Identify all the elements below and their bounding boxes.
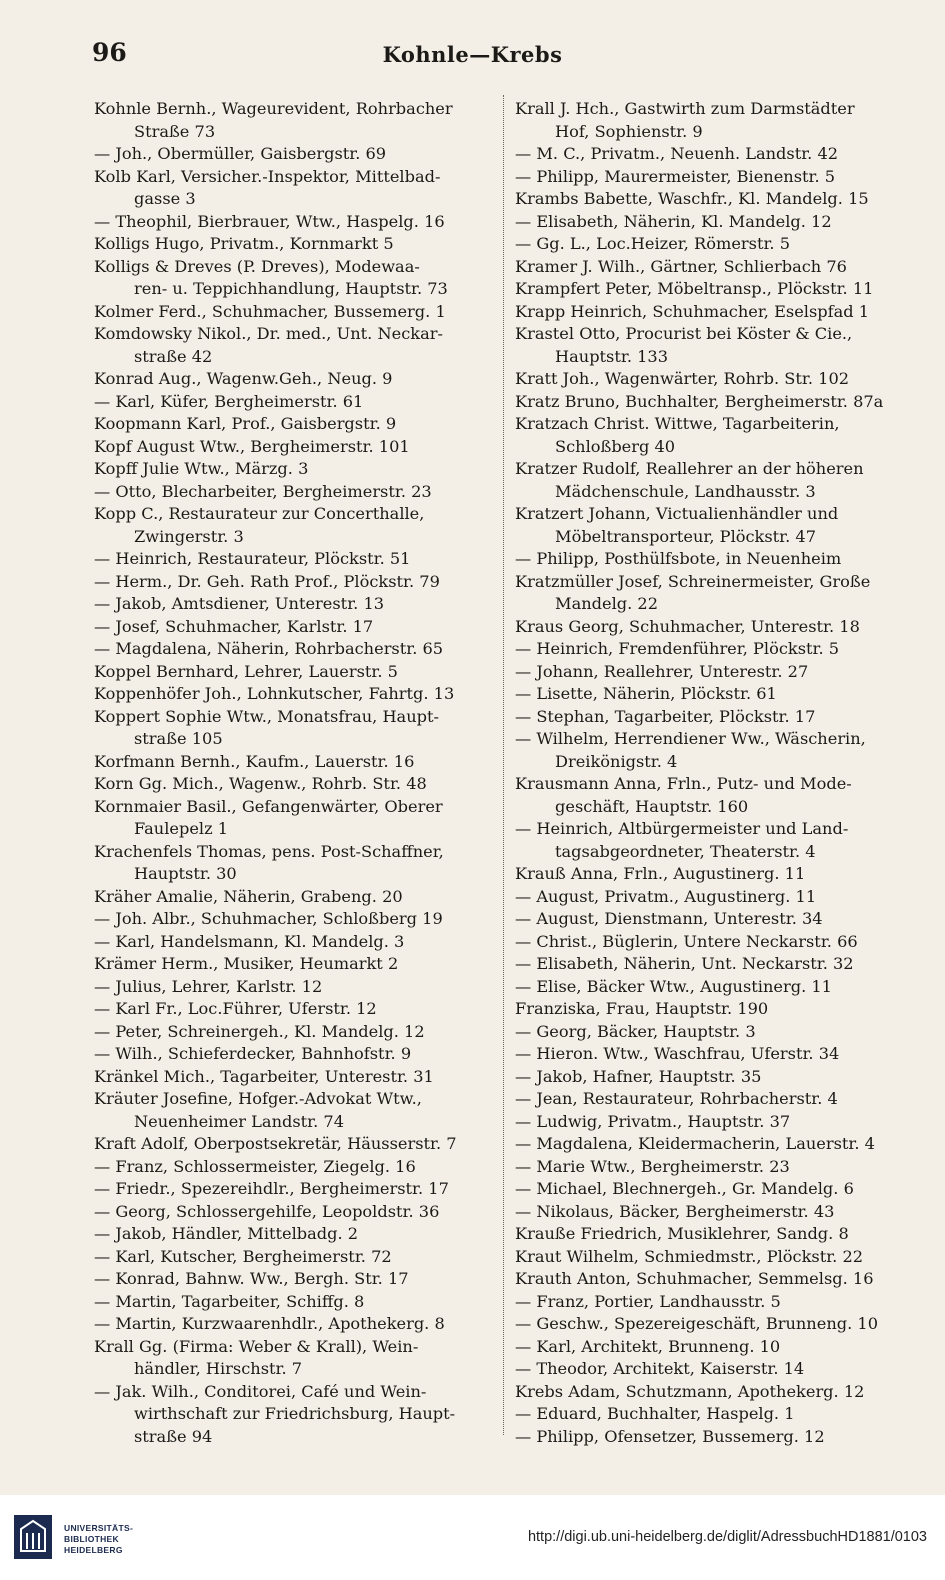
logo-line: BIBLIOTHEK (64, 1534, 119, 1544)
directory-entry: — Martin, Tagarbeiter, Schiffg. 8 (94, 1291, 365, 1311)
directory-entry: — Karl Fr., Loc.Führer, Uferstr. 12 (94, 999, 377, 1018)
directory-entry: Korfmann Bernh., Kaufm., Lauerstr. 16 (94, 751, 415, 771)
directory-entry: Kolb Karl, Versicher.-Inspektor, Mittelbad- (94, 166, 441, 186)
directory-entry: Kopp C., Restaurateur zur Concerthalle, (94, 504, 425, 523)
library-seal-icon (12, 1513, 54, 1561)
directory-entry: — Wilhelm, Herrendiener Ww., Wäscherin, (515, 729, 866, 748)
directory-entry: Koopmann Karl, Prof., Gaisbergstr. 9 (94, 414, 397, 433)
entry-continuation: straße 105 (134, 729, 223, 748)
directory-entry: Kratt Joh., Wagenwärter, Rohrb. Str. 102 (515, 369, 850, 388)
library-logo-text (64, 1523, 133, 1556)
directory-entry: Kohnle Bernh., Wageurevident, Rohrbacher (94, 99, 453, 118)
directory-entry: — Franz, Schlossermeister, Ziegelg. 16 (94, 1156, 416, 1176)
directory-entry: Krastel Otto, Procurist bei Köster & Cie., (515, 324, 853, 343)
directory-entry: Kraut Wilhelm, Schmiedmstr., Plöckstr. 22 (515, 1246, 864, 1266)
directory-entry: — Theodor, Architekt, Kaiserstr. 14 (515, 1359, 805, 1378)
entry-continuation: straße 94 (134, 1426, 213, 1446)
entry-continuation: tagsabgeordneter, Theaterstr. 4 (555, 841, 816, 861)
directory-entry: Kratzert Johann, Victualienhändler und (515, 504, 839, 523)
directory-entry: — Peter, Schreinergeh., Kl. Mandelg. 12 (94, 1021, 425, 1041)
directory-entry: — Elisabeth, Näherin, Kl. Mandelg. 12 (515, 211, 832, 231)
page-header (0, 38, 945, 74)
directory-entry: — Jakob, Hafner, Hauptstr. 35 (515, 1066, 762, 1086)
directory-entry: — Jakob, Händler, Mittelbadg. 2 (94, 1224, 359, 1243)
directory-entry: Krall Gg. (Firma: Weber & Krall), Wein- (94, 1336, 419, 1356)
entry-continuation: Dreikönigstr. 4 (555, 751, 678, 771)
source-url[interactable]: http://digi.ub.uni-heidelberg.de/diglit/AdressbuchHD1881/0103 (527, 1529, 927, 1545)
entry-continuation: Hauptstr. 133 (555, 346, 669, 366)
entry-continuation: straße 42 (134, 346, 213, 366)
directory-entry: — Georg, Bäcker, Hauptstr. 3 (515, 1021, 756, 1041)
directory-entry: — Herm., Dr. Geh. Rath Prof., Plöckstr. 79 (94, 571, 440, 591)
directory-entry: — Lisette, Näherin, Plöckstr. 61 (515, 684, 777, 703)
directory-entry: Krauß Anna, Frln., Augustinerg. 11 (515, 864, 806, 883)
directory-entry: Kopf August Wtw., Bergheimerstr. 101 (94, 436, 410, 456)
directory-entry: Krebs Adam, Schutzmann, Apothekerg. 12 (515, 1381, 865, 1401)
left-column (94, 98, 504, 1448)
directory-entry: — Magdalena, Näherin, Rohrbacherstr. 65 (94, 639, 444, 658)
entry-continuation: händler, Hirschstr. 7 (134, 1359, 303, 1378)
entry-continuation: Faulepelz 1 (134, 819, 229, 838)
directory-entry: — Julius, Lehrer, Karlstr. 12 (94, 976, 323, 996)
directory-entry: Kramer J. Wilh., Gärtner, Schlierbach 76 (515, 256, 847, 276)
directory-entry: — Karl, Architekt, Brunneng. 10 (515, 1336, 781, 1356)
directory-entry: — Otto, Blecharbeiter, Bergheimerstr. 23 (94, 481, 432, 501)
directory-entry: — Joh. Albr., Schuhmacher, Schloßberg 19 (94, 909, 443, 928)
directory-entry: Kräuter Josefine, Hofger.-Advokat Wtw., (94, 1089, 422, 1108)
directory-entry: Kraus Georg, Schuhmacher, Unterestr. 18 (515, 616, 860, 636)
entry-continuation: gasse 3 (134, 189, 196, 208)
logo-line: HEIDELBERG (64, 1545, 123, 1555)
directory-entry: — Friedr., Spezereihdlr., Bergheimerstr. 17 (94, 1179, 449, 1198)
directory-entry: Kratzmüller Josef, Schreinermeister, Große (515, 571, 871, 591)
directory-entry: Kratzer Rudolf, Reallehrer an der höheren (515, 459, 864, 478)
directory-entry: — Ludwig, Privatm., Hauptstr. 37 (515, 1111, 791, 1131)
directory-entry: Kolligs Hugo, Privatm., Kornmarkt 5 (94, 234, 394, 253)
directory-entry: — Josef, Schuhmacher, Karlstr. 17 (94, 616, 374, 636)
entry-continuation: Möbeltransporteur, Plöckstr. 47 (555, 526, 817, 546)
directory-entry: Kratzach Christ. Wittwe, Tagarbeiterin, (515, 414, 840, 433)
logo-line: UNIVERSITÄTS- (64, 1523, 134, 1533)
directory-entry: — Nikolaus, Bäcker, Bergheimerstr. 43 (515, 1201, 835, 1221)
entry-continuation: Schloßberg 40 (555, 436, 676, 456)
directory-entry: Kopff Julie Wtw., Märzg. 3 (94, 459, 309, 478)
directory-entry: Franziska, Frau, Hauptstr. 190 (515, 999, 769, 1018)
directory-entry: — Eduard, Buchhalter, Haspelg. 1 (515, 1404, 795, 1423)
directory-entry: — Konrad, Bahnw. Ww., Bergh. Str. 17 (94, 1269, 409, 1288)
directory-entry: — Marie Wtw., Bergheimerstr. 23 (515, 1156, 790, 1176)
directory-entry: — Philipp, Ofensetzer, Bussemerg. 12 (515, 1426, 825, 1446)
page-number: 96 (92, 38, 127, 67)
directory-entry: Krapp Heinrich, Schuhmacher, Eselspfad 1 (515, 301, 870, 321)
column-divider (503, 95, 504, 1435)
directory-entry: Komdowsky Nikol., Dr. med., Unt. Neckar- (94, 324, 443, 343)
directory-entry: — Johann, Reallehrer, Unterestr. 27 (515, 661, 809, 681)
directory-entry: — Karl, Kutscher, Bergheimerstr. 72 (94, 1246, 392, 1266)
directory-entry: — Christ., Büglerin, Untere Neckarstr. 66 (515, 931, 858, 951)
directory-entry: — Michael, Blechnergeh., Gr. Mandelg. 6 (515, 1179, 854, 1198)
directory-entry: — Philipp, Maurermeister, Bienenstr. 5 (515, 166, 836, 186)
directory-entry: Kornmaier Basil., Gefangenwärter, Oberer (94, 796, 443, 816)
directory-entry: Kraft Adolf, Oberpostsekretär, Häusserstr. 7 (94, 1134, 457, 1153)
directory-entry: — August, Privatm., Augustinerg. 11 (515, 886, 817, 906)
directory-entry: Konrad Aug., Wagenw.Geh., Neug. 9 (94, 369, 393, 388)
running-head: Kohnle—Krebs (382, 42, 563, 67)
directory-entry: — Stephan, Tagarbeiter, Plöckstr. 17 (515, 706, 816, 726)
entry-continuation: Mandelg. 22 (555, 594, 659, 613)
directory-entry: — Gg. L., Loc.Heizer, Römerstr. 5 (515, 234, 791, 253)
directory-entry: — Heinrich, Altbürgermeister und Land- (515, 819, 849, 838)
directory-entry: — M. C., Privatm., Neuenh. Landstr. 42 (515, 144, 839, 163)
directory-entry: Krämer Herm., Musiker, Heumarkt 2 (94, 954, 399, 973)
entry-continuation: Zwingerstr. 3 (134, 526, 244, 546)
directory-entry: — Heinrich, Fremdenführer, Plöckstr. 5 (515, 639, 840, 658)
directory-entry: — Theophil, Bierbrauer, Wtw., Haspelg. 16 (94, 211, 445, 231)
directory-entry: Kränkel Mich., Tagarbeiter, Unterestr. 31 (94, 1066, 434, 1086)
directory-entry: Krachenfels Thomas, pens. Post-Schaffner, (94, 841, 444, 861)
directory-entry: Kolligs & Dreves (P. Dreves), Modewaa- (94, 256, 420, 276)
directory-entry: — Jean, Restaurateur, Rohrbacherstr. 4 (515, 1089, 838, 1108)
directory-entry: Krall J. Hch., Gastwirth zum Darmstädter (515, 99, 855, 118)
directory-entry: Krauße Friedrich, Musiklehrer, Sandg. 8 (515, 1224, 849, 1243)
directory-entry: Kratz Bruno, Buchhalter, Bergheimerstr. 87a (515, 391, 884, 411)
directory-entry: — Franz, Portier, Landhausstr. 5 (515, 1291, 781, 1311)
directory-entry: — Elisabeth, Näherin, Unt. Neckarstr. 32 (515, 954, 854, 973)
directory-entry: — Philipp, Posthülfsbote, in Neuenheim (515, 549, 842, 568)
directory-entry: — Magdalena, Kleidermacherin, Lauerstr. 4 (515, 1134, 875, 1153)
directory-entry: — Martin, Kurzwaarenhdlr., Apothekerg. 8 (94, 1314, 445, 1333)
entry-continuation: Mädchenschule, Landhausstr. 3 (555, 481, 816, 501)
directory-entry: Koppert Sophie Wtw., Monatsfrau, Haupt- (94, 706, 439, 726)
directory-entry: Kräher Amalie, Näherin, Grabeng. 20 (94, 886, 403, 906)
directory-entry: — Karl, Küfer, Bergheimerstr. 61 (94, 391, 364, 411)
entry-continuation: Straße 73 (134, 121, 216, 141)
directory-entry: — Wilh., Schieferdecker, Bahnhofstr. 9 (94, 1044, 412, 1063)
directory-entry: — Hieron. Wtw., Waschfrau, Uferstr. 34 (515, 1044, 840, 1063)
directory-entry: — Karl, Handelsmann, Kl. Mandelg. 3 (94, 931, 405, 951)
entry-continuation: geschäft, Hauptstr. 160 (555, 796, 749, 816)
library-logo[interactable] (12, 1513, 142, 1565)
directory-entry: Krauth Anton, Schuhmacher, Semmelsg. 16 (515, 1269, 874, 1288)
directory-entry: Koppenhöfer Joh., Lohnkutscher, Fahrtg. 13 (94, 684, 455, 703)
directory-entry: — Joh., Obermüller, Gaisbergstr. 69 (94, 144, 387, 163)
directory-entry: — August, Dienstmann, Unterestr. 34 (515, 909, 823, 928)
directory-entry: — Jakob, Amtsdiener, Unterestr. 13 (94, 594, 385, 613)
directory-entry: — Geschw., Spezereigeschäft, Brunneng. 10 (515, 1314, 878, 1333)
entry-continuation: ren- u. Teppichhandlung, Hauptstr. 73 (134, 279, 448, 298)
directory-entry: Kolmer Ferd., Schuhmacher, Bussemerg. 1 (94, 301, 446, 321)
entry-continuation: Neuenheimer Landstr. 74 (134, 1111, 345, 1131)
directory-entry: Krampfert Peter, Möbeltransp., Plöckstr. 11 (515, 279, 874, 298)
directory-entry: Krausmann Anna, Frln., Putz- und Mode- (515, 774, 852, 793)
directory-entry: — Elise, Bäcker Wtw., Augustinerg. 11 (515, 976, 832, 996)
entry-continuation: wirthschaft zur Friedrichsburg, Haupt- (134, 1404, 456, 1423)
directory-entry: Koppel Bernhard, Lehrer, Lauerstr. 5 (94, 661, 398, 681)
directory-entry: — Heinrich, Restaurateur, Plöckstr. 51 (94, 549, 411, 568)
entry-continuation: Hof, Sophienstr. 9 (555, 121, 703, 141)
footer-bar (0, 1495, 945, 1580)
directory-entry: Korn Gg. Mich., Wagenw., Rohrb. Str. 48 (94, 774, 427, 793)
directory-entry: Krambs Babette, Waschfr., Kl. Mandelg. 15 (515, 189, 869, 208)
entry-continuation: Hauptstr. 30 (134, 864, 237, 883)
directory-entry: — Jak. Wilh., Conditorei, Café und Wein- (94, 1381, 427, 1401)
directory-entry: — Georg, Schlossergehilfe, Leopoldstr. 36 (94, 1201, 440, 1221)
right-column (515, 98, 925, 1448)
